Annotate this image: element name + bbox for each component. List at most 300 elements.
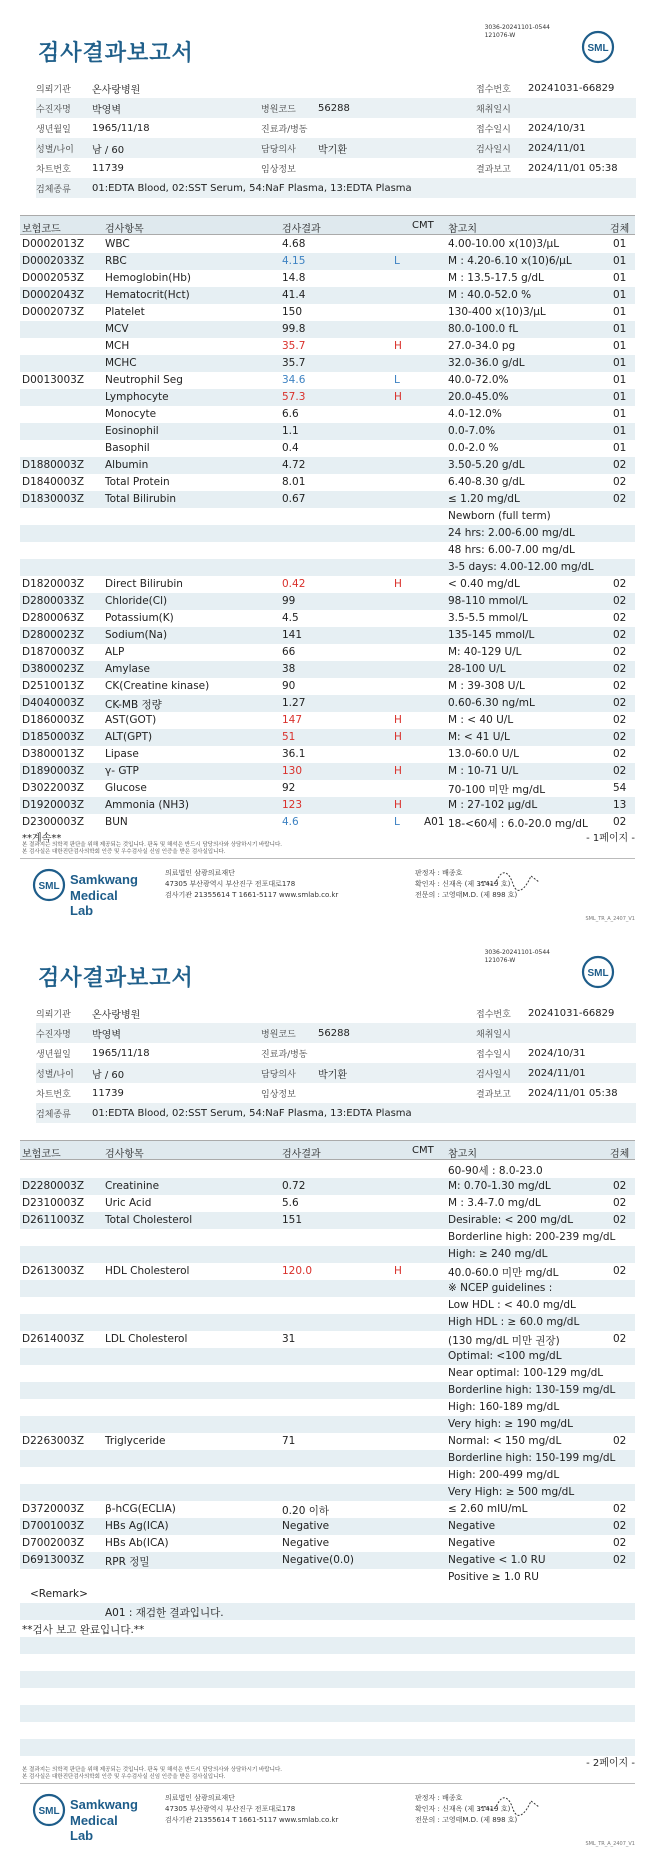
signer-line: 판정자 : 배종호 (415, 869, 463, 877)
reference-range: Normal: < 150 mg/dL (448, 1435, 562, 1447)
table-row (20, 1161, 635, 1178)
test-code: D7002003Z (22, 1537, 85, 1549)
table-row (20, 253, 635, 270)
test-result: 4.15 (282, 255, 306, 267)
form-code: SML_TR_A_2407_V1 (585, 916, 635, 922)
test-code: D0002053Z (22, 272, 85, 284)
result-flag: H (394, 799, 402, 811)
specimen-code: 02 (613, 680, 627, 692)
signature-icon (475, 1791, 545, 1821)
test-item: Total Cholesterol (105, 1214, 193, 1226)
test-item: Direct Bilirubin (105, 578, 183, 590)
col-result-header: 검사결과 (282, 224, 321, 235)
clinical-label: 임상정보 (261, 164, 296, 175)
receipt-no-label: 접수번호 (476, 1009, 511, 1020)
col-cmt-header: CMT (412, 220, 434, 231)
signature-icon (475, 866, 545, 896)
patient-label: 수진자명 (36, 1029, 71, 1040)
test-code: D0002073Z (22, 306, 85, 318)
test-item: CK(Creatine kinase) (105, 680, 210, 692)
brand-subtitle: Medical Lab (70, 1813, 118, 1843)
test-code: D1870003Z (22, 646, 85, 658)
specimen-code: 01 (613, 238, 627, 250)
test-result: 5.6 (282, 1197, 299, 1209)
list-item (20, 1705, 635, 1722)
info-row (36, 98, 636, 118)
test-code: D6913003Z (22, 1554, 85, 1566)
reference-range: 0.60-6.30 ng/mL (448, 697, 535, 709)
test-result: 57.3 (282, 391, 306, 403)
list-item (20, 1722, 635, 1739)
test-code: D2800023Z (22, 629, 85, 641)
result-table (20, 1161, 635, 1586)
document-code (485, 949, 550, 965)
org-line: 의료법인 삼광의료재단 (165, 1794, 235, 1802)
reference-range: 3-5 days: 4.00-12.00 mg/dL (448, 561, 594, 573)
table-row (20, 559, 635, 576)
sex-age-value: 남 / 60 (92, 144, 125, 156)
table-row (20, 1195, 635, 1212)
reference-range: M : 13.5-17.5 g/dL (448, 272, 544, 284)
test-item: Amylase (105, 663, 150, 675)
divider (20, 1783, 635, 1784)
test-result: 35.7 (282, 357, 306, 369)
table-row (20, 491, 635, 508)
brand-name: Samkwang (70, 1797, 138, 1812)
test-item: Eosinophil (105, 425, 159, 437)
test-result: 31 (282, 1333, 296, 1345)
test-result: 0.42 (282, 578, 306, 590)
page-number: - 2페이지 - (586, 1758, 635, 1769)
specimen-code: 02 (613, 663, 627, 675)
test-item: Total Bilirubin (105, 493, 177, 505)
reference-range: M : 27-102 μg/dL (448, 799, 538, 811)
dept-label: 진료과/병동 (261, 1049, 308, 1060)
clinical-label: 임상정보 (261, 1089, 296, 1100)
form-code: SML_TR_A_2407_V1 (585, 1841, 635, 1847)
reference-range: 0.0-2.0 % (448, 442, 499, 454)
test-code: D2263003Z (22, 1435, 85, 1447)
test-item: RPR 정밀 (105, 1556, 150, 1568)
test-item: Triglyceride (105, 1435, 166, 1447)
table-row (20, 1467, 635, 1484)
specimen-code: 02 (613, 765, 627, 777)
org-line: 47305 부산광역시 부산진구 전포대로178 (165, 880, 296, 888)
test-result: 99.8 (282, 323, 306, 335)
table-row (20, 746, 635, 763)
specimen-code: 02 (613, 612, 627, 624)
footer (20, 860, 635, 922)
info-row (36, 78, 636, 98)
patient-info (36, 1003, 636, 1123)
info-row (36, 1103, 636, 1123)
test-date-label: 검사일시 (476, 1069, 511, 1080)
specimen-code: 02 (613, 1197, 627, 1209)
test-item: Sodium(Na) (105, 629, 168, 641)
result-flag: L (394, 374, 400, 386)
test-code: D7001003Z (22, 1520, 85, 1532)
signer-line: 전문의 : 고영태M.D. (제 898 호) (415, 1816, 518, 1824)
specimen-value: 01:EDTA Blood, 02:SST Serum, 54:NaF Plasma, 13:EDTA Plasma (92, 182, 412, 194)
doctor-value: 박기환 (318, 1069, 347, 1081)
test-result: 66 (282, 646, 296, 658)
table-row (20, 814, 635, 831)
test-code: D2611003Z (22, 1214, 85, 1226)
specimen-code: 02 (613, 1180, 627, 1192)
test-code: D3720003Z (22, 1503, 85, 1515)
test-result: 130 (282, 765, 303, 777)
info-row (36, 178, 636, 198)
signer-line: 전문의 : 고영태M.D. (제 898 호) (415, 891, 518, 899)
table-row (20, 474, 635, 491)
signer-line: 판정자 : 배종호 (415, 1794, 463, 1802)
result-flag: H (394, 765, 402, 777)
report-date-label: 결과보고 (476, 164, 511, 175)
table-row (20, 1569, 635, 1586)
institution-label: 의뢰기관 (36, 84, 71, 95)
test-item: HBs Ab(ICA) (105, 1537, 169, 1549)
col-cmt-header: CMT (412, 1145, 434, 1156)
info-row (36, 1003, 636, 1023)
table-row (20, 1297, 635, 1314)
signer-line: 확인자 : 신재옥 (제 31419 호) (415, 1805, 511, 1813)
table-row (20, 678, 635, 695)
test-code: D2800063Z (22, 612, 85, 624)
specimen-code: 02 (613, 595, 627, 607)
table-row (20, 729, 635, 746)
reference-range: (130 mg/dL 미만 권장) (448, 1335, 560, 1347)
test-item: Basophil (105, 442, 150, 454)
table-row (20, 355, 635, 372)
report-done-label: **검사 보고 완료입니다.** (22, 1624, 145, 1636)
receipt-date-value: 2024/10/31 (528, 1047, 586, 1059)
test-result: 4.6 (282, 816, 299, 828)
specimen-code: 02 (613, 476, 627, 488)
test-item: Platelet (105, 306, 145, 318)
table-row (20, 1552, 635, 1569)
receipt-no-value: 20241031-66829 (528, 1007, 615, 1019)
specimen-code: 02 (613, 459, 627, 471)
test-code: D2280003Z (22, 1180, 85, 1192)
report-title: 검사결과보고서 (38, 966, 194, 991)
test-result: Negative (282, 1537, 330, 1549)
test-result: 151 (282, 1214, 303, 1226)
result-flag: H (394, 391, 402, 403)
info-row (36, 138, 636, 158)
sml-logo-text: SML (38, 881, 60, 892)
test-result: 4.72 (282, 459, 306, 471)
table-row (20, 508, 635, 525)
table-row (20, 797, 635, 814)
specimen-code: 02 (613, 1554, 627, 1566)
report-title: 검사결과보고서 (38, 41, 194, 66)
table-row (20, 372, 635, 389)
reference-range: 27.0-34.0 pg (448, 340, 516, 352)
table-row (20, 1212, 635, 1229)
sex-age-label: 성별/나이 (36, 1069, 74, 1080)
reference-range: M : 10-71 U/L (448, 765, 519, 777)
result-flag: H (394, 578, 402, 590)
table-row (20, 1416, 635, 1433)
result-flag: H (394, 340, 402, 352)
reference-range: ≤ 1.20 mg/dL (448, 493, 520, 505)
reference-range: M : 40.0-52.0 % (448, 289, 532, 301)
specimen-code: 02 (613, 493, 627, 505)
test-item: Lipase (105, 748, 139, 760)
reference-range: Borderline high: 150-199 mg/dL (448, 1452, 616, 1464)
test-item: MCV (105, 323, 129, 335)
table-row (20, 1263, 635, 1280)
test-code: D1880003Z (22, 459, 85, 471)
test-item: BUN (105, 816, 128, 828)
test-item: γ- GTP (105, 765, 139, 777)
chart-label: 차트번호 (36, 164, 71, 175)
test-result: 51 (282, 731, 296, 743)
test-result: Negative (282, 1520, 330, 1532)
reference-range: 40.0-60.0 미만 mg/dL (448, 1267, 559, 1279)
reference-range: Very High: ≥ 500 mg/dL (448, 1486, 575, 1498)
chart-value: 11739 (92, 162, 124, 174)
col-ref-header: 참고치 (448, 224, 477, 235)
reference-range: High HDL : ≥ 60.0 mg/dL (448, 1316, 580, 1328)
test-result: 4.68 (282, 238, 306, 250)
test-item: Total Protein (105, 476, 170, 488)
info-row (36, 1063, 636, 1083)
table-row (20, 1331, 635, 1348)
col-ref-header: 참고치 (448, 1149, 477, 1160)
report-date-value: 2024/11/01 05:38 (528, 162, 618, 174)
specimen-code: 01 (613, 272, 627, 284)
comment-code: A01 (424, 816, 445, 828)
receipt-date-label: 접수일시 (476, 124, 511, 135)
birth-value: 1965/11/18 (92, 122, 150, 134)
result-table (20, 236, 635, 831)
col-specimen-header: 검체 (610, 1149, 630, 1160)
sml-logo-icon (581, 30, 615, 64)
test-code: D0013003Z (22, 374, 85, 386)
patient-info (36, 78, 636, 198)
test-code: D4040003Z (22, 697, 85, 709)
reference-range: 28-100 U/L (448, 663, 506, 675)
reference-range: 18-<60세 : 6.0-20.0 mg/dL (448, 818, 588, 830)
continued-label: **계속** (22, 833, 62, 844)
info-row (36, 1083, 636, 1103)
test-date-value: 2024/11/01 (528, 1067, 586, 1079)
receipt-no-value: 20241031-66829 (528, 82, 615, 94)
test-result: 0.4 (282, 442, 299, 454)
org-line: 의료법인 삼광의료재단 (165, 869, 235, 877)
result-flag: L (394, 816, 400, 828)
table-row (20, 576, 635, 593)
test-item: MCHC (105, 357, 137, 369)
table-row (20, 525, 635, 542)
table-row (20, 695, 635, 712)
info-row (36, 1043, 636, 1063)
institution-value: 온사랑병원 (92, 1009, 141, 1021)
institution-label: 의뢰기관 (36, 1009, 71, 1020)
table-row (20, 1178, 635, 1195)
test-result: 6.6 (282, 408, 299, 420)
doctor-label: 담당의사 (261, 1069, 296, 1080)
test-result: 1.1 (282, 425, 299, 437)
report-date-label: 결과보고 (476, 1089, 511, 1100)
col-code-header: 보험코드 (22, 1149, 61, 1160)
test-item: HBs Ag(ICA) (105, 1520, 169, 1532)
reference-range: High: ≥ 240 mg/dL (448, 1248, 548, 1260)
table-row (20, 712, 635, 729)
reference-range: Negative (448, 1520, 496, 1532)
foot-note-line: 본 검사실은 대한진단검사의학회 인증 및 우수검사실 신임 인증을 받은 검사실입니다. (22, 849, 226, 855)
test-item: Hematocrit(Hct) (105, 289, 190, 301)
list-item (20, 1671, 635, 1688)
list-item (20, 1586, 635, 1603)
test-code: D1830003Z (22, 493, 85, 505)
table-row (20, 1433, 635, 1450)
test-item: Monocyte (105, 408, 157, 420)
info-row (36, 1023, 636, 1043)
reference-range: 3.50-5.20 g/dL (448, 459, 525, 471)
chart-value: 11739 (92, 1087, 124, 1099)
test-item: Potassium(K) (105, 612, 174, 624)
test-code: D0002033Z (22, 255, 85, 267)
col-specimen-header: 검체 (610, 224, 630, 235)
report-date-value: 2024/11/01 05:38 (528, 1087, 618, 1099)
table-row (20, 627, 635, 644)
reference-range: M : 39-308 U/L (448, 680, 525, 692)
list-item (20, 1739, 635, 1756)
reference-range: 0.0-7.0% (448, 425, 496, 437)
test-result: 92 (282, 782, 296, 794)
birth-label: 생년월일 (36, 1049, 71, 1060)
result-flag: L (394, 255, 400, 267)
sex-age-label: 성별/나이 (36, 144, 74, 155)
table-row (20, 661, 635, 678)
organization-info (165, 868, 338, 901)
table-row (20, 287, 635, 304)
result-flag: H (394, 731, 402, 743)
reference-range: Borderline high: 130-159 mg/dL (448, 1384, 616, 1396)
chart-label: 차트번호 (36, 1089, 71, 1100)
org-line: 검사기관 21355614 T 1661-5117 www.smlab.co.kr (165, 1816, 339, 1824)
col-item-header: 검사항목 (105, 1149, 144, 1160)
remark-title: <Remark> (30, 1588, 88, 1600)
reference-range: 3.5-5.5 mmol/L (448, 612, 528, 624)
reference-range: M: 0.70-1.30 mg/dL (448, 1180, 551, 1192)
table-header (20, 215, 635, 235)
collect-date-label: 채취일시 (476, 1029, 511, 1040)
test-code: D1890003Z (22, 765, 85, 777)
foot-note (22, 1767, 282, 1781)
reference-range: 4.00-10.00 x(10)3/μL (448, 238, 560, 250)
remark-line: A01 : 재검한 결과입니다. (105, 1607, 224, 1619)
reference-range: < 0.40 mg/dL (448, 578, 520, 590)
reference-range: 20.0-45.0% (448, 391, 509, 403)
list-item (20, 1654, 635, 1671)
test-code: D3800023Z (22, 663, 85, 675)
table-row (20, 236, 635, 253)
footer (20, 1785, 635, 1847)
specimen-code: 02 (613, 1214, 627, 1226)
table-row (20, 1535, 635, 1552)
table-row (20, 1518, 635, 1535)
test-item: ALT(GPT) (105, 731, 153, 743)
reference-range: 135-145 mmol/L (448, 629, 535, 641)
test-result: 1.27 (282, 697, 306, 709)
table-row (20, 763, 635, 780)
table-row (20, 440, 635, 457)
specimen-code: 02 (613, 1503, 627, 1515)
document-code-line: 121076-W (484, 957, 516, 964)
specimen-code: 01 (613, 323, 627, 335)
test-code: D3022003Z (22, 782, 85, 794)
test-item: Uric Acid (105, 1197, 152, 1209)
org-line: 검사기관 21355614 T 1661-5117 www.smlab.co.kr (165, 891, 339, 899)
sml-logo-text: SML (587, 968, 609, 979)
test-item: Hemoglobin(Hb) (105, 272, 192, 284)
reference-range: M : < 40 U/L (448, 714, 514, 726)
test-code: D2614003Z (22, 1333, 85, 1345)
test-result: 99 (282, 595, 296, 607)
table-row (20, 423, 635, 440)
list-item (20, 1688, 635, 1705)
test-item: HDL Cholesterol (105, 1265, 190, 1277)
table-row (20, 1484, 635, 1501)
test-item: Creatinine (105, 1180, 160, 1192)
test-item: β-hCG(ECLIA) (105, 1503, 176, 1515)
specimen-label: 검체종류 (36, 184, 71, 195)
reference-range: 80.0-100.0 fL (448, 323, 519, 335)
reference-range: 13.0-60.0 U/L (448, 748, 519, 760)
hospital-code-value: 56288 (318, 1027, 350, 1039)
test-result: 150 (282, 306, 303, 318)
test-code: D2800033Z (22, 595, 85, 607)
table-row (20, 321, 635, 338)
table-row (20, 1382, 635, 1399)
test-item: Lymphocyte (105, 391, 169, 403)
divider (20, 858, 635, 859)
reference-range: High: 200-499 mg/dL (448, 1469, 560, 1481)
test-code: D2613003Z (22, 1265, 85, 1277)
reference-range: Positive ≥ 1.0 RU (448, 1571, 539, 1583)
remark-section (20, 1586, 635, 1756)
test-code: D2300003Z (22, 816, 85, 828)
test-code: D1920003Z (22, 799, 85, 811)
table-row (20, 1450, 635, 1467)
sml-logo-text: SML (38, 1806, 60, 1817)
institution-value: 온사랑병원 (92, 84, 141, 96)
patient-value: 박영벽 (92, 1029, 121, 1041)
sml-logo-icon (581, 955, 615, 989)
info-row (36, 158, 636, 178)
foot-note-line: 본 검사실은 대한진단검사의학회 인증 및 우수검사실 신임 인증을 받은 검사실입니다. (22, 1774, 226, 1780)
test-code: D1850003Z (22, 731, 85, 743)
specimen-code: 02 (613, 748, 627, 760)
test-result: 147 (282, 714, 303, 726)
table-row (20, 1314, 635, 1331)
specimen-code: 01 (613, 357, 627, 369)
test-code: D3800013Z (22, 748, 85, 760)
specimen-code: 02 (613, 714, 627, 726)
info-row (36, 118, 636, 138)
test-result: 123 (282, 799, 303, 811)
reference-range: 130-400 x(10)3/μL (448, 306, 546, 318)
test-item: Glucose (105, 782, 147, 794)
sml-logo-text: SML (587, 43, 609, 54)
hospital-code-label: 병원코드 (261, 104, 296, 115)
table-header (20, 1140, 635, 1160)
reference-range: Newborn (full term) (448, 510, 551, 522)
dept-label: 진료과/병동 (261, 124, 308, 135)
